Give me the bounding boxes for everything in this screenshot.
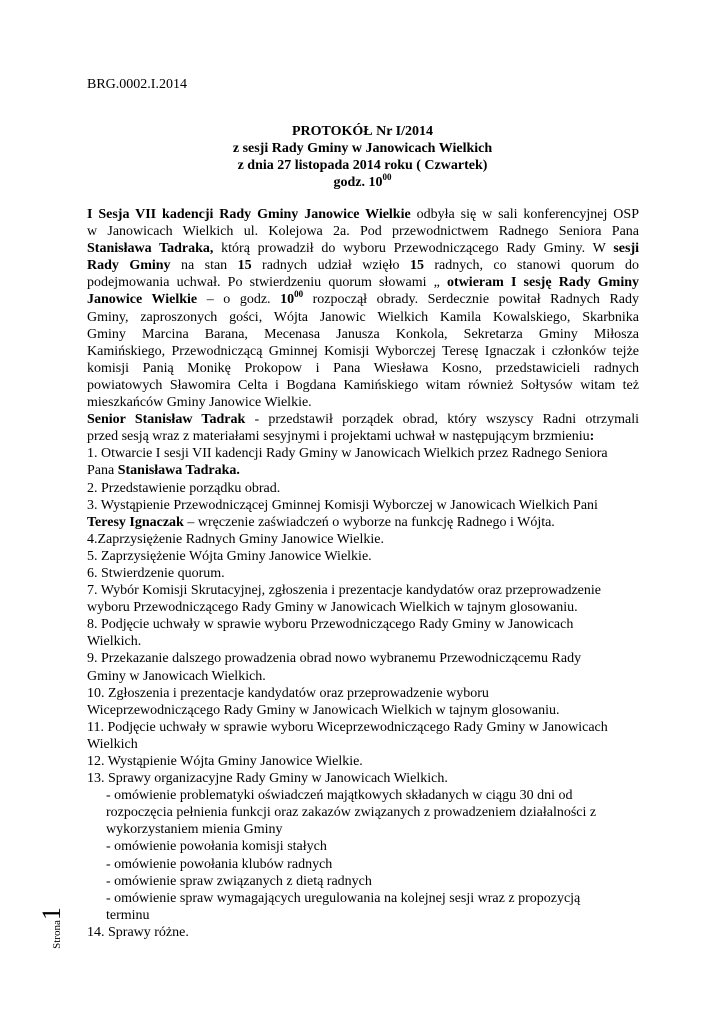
agenda-list (87, 445, 639, 941)
document-subtitle: z sesji Rady Gminy w Janowicach Wielkich (232, 141, 493, 156)
list-item: 10. Zgłoszenia i prezentacje kandydatów oraz przeprowadzenie wyboru Wiceprzewodniczącego Rady Gminy w Janowicach Wielkich w tajnym glosowaniu. (87, 685, 560, 718)
list-item: 4.Zaprzysiężenie Radnych Gminy Janowice Wielkie. (87, 531, 384, 547)
sub-item: - omówienie spraw wymagających uregulowania na kolejnej sesji wraz z propozycją terminu (106, 890, 581, 923)
list-item: 7. Wybór Komisji Skrutacyjnej, zgłoszenia i prezentacje kandydatów oraz przeprowadzenie wyboru Przewodniczącego Rady Gminy w Janowicach Wielkich w tajnym glosowaniu. (87, 583, 601, 616)
list-item: 11. Podjęcie uchwały w sprawie wyboru Wiceprzewodniczącego Rady Gminy w Janowicach Wielkich (87, 719, 608, 752)
page-label: Strona (51, 920, 63, 949)
sub-item: - omówienie powołania komisji stałych (106, 839, 327, 855)
document-reference: BRG.0002.I.2014 (87, 77, 187, 92)
document-body (87, 206, 639, 941)
list-item: 8. Podjęcie uchwały w sprawie wyboru Przewodniczącego Rady Gminy w Janowicach Wielkich. (87, 617, 574, 650)
sub-item: - omówienie problematyki oświadczeń majątkowych składanych w ciągu 30 dni od rozpoczęcia pełnienia funkcji oraz zakazów związanych z prowadzeniem działalności z wykorzystaniem mienia Gminy (106, 788, 597, 838)
list-item: 3. Wystąpienie Przewodniczącej Gminnej Komisji Wyborczej w Janowicach Wielkich Pani Teresy Ignaczak – wręczenie zaświadczeń o wyborze na funkcję Radnego i Wójta. (87, 497, 598, 530)
page-number (30, 888, 66, 949)
intro-paragraph: I Sesja VII kadencji Rady Gminy Janowice Wielkie odbyła się w sali konferencyjnej OSP w Janowicach Wielkich ul. Kolejowa 2a. Pod przewodnictwem Radnego Seniora Pana Stanisława Tadraka, którą prowadził do wyboru Przewodniczącego Rady Gminy. W sesji Rady Gminy na stan 15 radnych udział wzięło 15 radnych, co stanowi quorum do podejmowania uchwał. Po stwierdzeniu quorum słowami „ otwieram I sesję Rady Gminy Janowice Wielkie – o godz. $10^{00}$ rozpoczął obrady. Serdecznie powitał Radnych Rady Gminy, zaproszonych gości, Wójta Janowic Wielkich Kamila Kowalskiego, Skarbnika Gminy Marcina Barana, Mecenasa Janusza Konkola, Sekretarza Gminy Miłosza Kamińskiego, Przewodniczącą Gminnej Komisji Wyborczej Teresę Ignaczak i członków tejże komisji Panią Monikę Prokopow i Pana Wiesława Kosno, przedstawicieli radnych powiatowych Sławomira Celta i Bogdana Kamińskiego witam również Sołtysów witam też mieszkańców Gminy Janowice Wielkie. (87, 207, 640, 411)
document-time: godz. $10^{00}$ (333, 172, 392, 190)
list-item: 5. Zaprzysiężenie Wójta Gminy Janowice Wielkie. (87, 548, 372, 564)
list-item: 1. Otwarcie I sesji VII kadencji Rady Gminy w Janowicach Wielkich przez Radnego Seniora Pana Stanisława Tadraka. (87, 446, 608, 479)
page-number-value: 1 (37, 907, 66, 921)
document-date: z dnia 27 listopada 2014 roku ( Czwartek) (237, 158, 488, 173)
list-item: 6. Stwierdzenie quorum. (87, 565, 225, 581)
senior-paragraph: Senior Stanisław Tadrak - przedstawił porządek obrad, który wszyscy Radni otrzymali przed sesją wraz z materiałami sesyjnymi i projektami uchwał w następującym brzmieniu: (87, 412, 639, 445)
list-item: 2. Przedstawienie porządku obrad. (87, 480, 281, 496)
sub-list (87, 787, 639, 924)
document-title: PROTOKÓŁ Nr I/2014 (291, 124, 434, 139)
list-item: 12. Wystąpienie Wójta Gminy Janowice Wielkie. (87, 754, 363, 769)
sub-item: - omówienie powołania klubów radnych (106, 856, 333, 872)
list-item: 14. Sprawy różne. (87, 924, 189, 940)
sub-item: - omówienie spraw związanych z dietą radnych (106, 873, 372, 889)
list-item: 9. Przekazanie dalszego prowadzenia obrad nowo wybranemu Przewodniczącemu Rady Gminy w Janowicach Wielkich. (87, 651, 582, 684)
list-item: 13. Sprawy organizacyjne Rady Gminy w Janowicach Wielkich. - omówienie problematyki oświadczeń majątkowych składanych w ciągu 30 dni od rozpoczęcia pełnienia funkcji oraz zakazów związanych z prowadzeniem działalności z wykorzystaniem mienia Gminy - omówienie powołania komisji stałych - omówienie powołania klubów radnych - omówienie spraw związanych z dietą radnych - omówienie spraw wymagających uregulowania na kolejnej sesji wraz z propozycją terminu (87, 770, 639, 924)
